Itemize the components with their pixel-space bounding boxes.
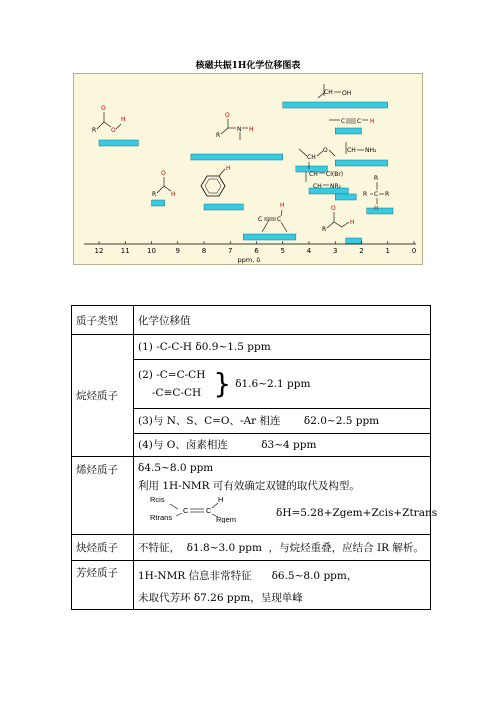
tick-label-0: 0 [411, 247, 417, 255]
shift-bar-2 [191, 154, 283, 160]
svg-text:C: C [357, 118, 362, 125]
svg-text:H: H [374, 205, 379, 212]
svg-text:C: C [374, 191, 379, 198]
shift-bar-11 [335, 194, 356, 200]
svg-text:H: H [171, 191, 176, 198]
tick-label-9: 9 [175, 247, 180, 255]
svg-text:R: R [374, 175, 379, 182]
svg-text:O: O [101, 105, 106, 112]
svg-text:O: O [161, 170, 166, 177]
svg-text:NR₂: NR₂ [330, 183, 342, 190]
ketone-structure [322, 205, 355, 233]
svg-text:H: H [249, 126, 254, 133]
svg-text:NH₂: NH₂ [365, 147, 377, 154]
ether-structure [299, 147, 335, 169]
shift-bar-6 [283, 102, 388, 108]
alkane-row-2a: (2) -C=C-CH [138, 369, 206, 381]
svg-text:C: C [258, 216, 263, 223]
alkene-type: 烯烃质子 [72, 457, 134, 535]
alcohol-structure [318, 84, 351, 98]
carboxylic-acid-structure [92, 105, 126, 134]
shift-bar-5 [243, 234, 296, 240]
shift-bar-8 [335, 160, 388, 166]
svg-text:R: R [322, 226, 327, 233]
alkane-row-1: (1) -C-C-H δ0.9~1.5 ppm [134, 335, 430, 360]
shift-bar-3 [152, 200, 165, 206]
aromatic-line-1: 1H-NMR 信息非常特征 δ6.5~8.0 ppm， [138, 570, 358, 582]
tick-label-1: 1 [385, 247, 390, 255]
tick-label-5: 5 [280, 247, 285, 255]
chart-canvas [74, 74, 424, 266]
alkene-note: 利用 1H-NMR 可有效确定双键的取代及构型。 [138, 480, 360, 492]
shift-bar-4 [204, 204, 243, 210]
shift-table [71, 305, 438, 610]
svg-text:CH: CH [313, 183, 322, 190]
svg-text:H: H [370, 118, 375, 125]
alkyne-type: 炔烃质子 [72, 535, 134, 561]
chemical-shift-chart [73, 73, 423, 265]
svg-text:CH: CH [324, 89, 333, 96]
rgem-label: Rgem [216, 515, 237, 523]
tick-label-4: 4 [306, 247, 312, 255]
svg-text:H: H [226, 165, 231, 172]
rtrans-label: Rtrans [150, 513, 173, 522]
alkane-row-2b: -C≡C-CH [152, 387, 202, 399]
shift-bar-12 [367, 208, 393, 214]
brace-icon: } [213, 367, 232, 400]
header-type: 质子类型 [72, 306, 134, 335]
alkyne-structure [329, 118, 375, 125]
svg-text:R: R [216, 132, 221, 139]
alkyne-text: 不特征， δ1.8~3.0 ppm ，与烷烃重叠，应结合 IR 解析。 [134, 535, 431, 561]
header-value: 化学位移值 [134, 306, 431, 335]
aldehyde-structure [152, 170, 176, 198]
svg-text:H: H [350, 219, 355, 226]
svg-text:O: O [331, 205, 336, 212]
svg-text:R: R [363, 191, 368, 198]
svg-text:H: H [280, 202, 285, 209]
tick-label-6: 6 [254, 247, 259, 255]
aromatic-line-2: 未取代芳环 δ7.26 ppm，呈现单峰 [138, 592, 303, 604]
rcis-label: Rcis [150, 495, 165, 504]
tick-label-3: 3 [333, 247, 338, 255]
alkene-formula: δH=5.28+Zgem+Zcis+Ztrans [276, 507, 438, 519]
tick-label-11: 11 [120, 247, 130, 255]
svg-text:C: C [341, 118, 346, 125]
svg-text:CH: CH [309, 171, 318, 178]
shift-bar-7 [335, 128, 361, 134]
svg-text:OH: OH [342, 90, 352, 97]
alkane-type: 烷烃质子 [72, 335, 134, 457]
svg-text:O: O [323, 147, 328, 154]
alkane-row-2 [134, 360, 430, 409]
alkene-substituent-diagram [138, 495, 438, 523]
tick-label-2: 2 [359, 247, 364, 255]
svg-text:O: O [225, 112, 230, 119]
axis-label: ppm, δ [237, 256, 261, 264]
alkane-row-3: (3)与 N、S、C=O、-Ar 相连 δ2.0~2.5 ppm [134, 409, 430, 434]
svg-text:N: N [237, 126, 242, 133]
carbon-2-label: C [206, 506, 212, 515]
alkene-range: δ4.5~8.0 ppm [138, 462, 214, 474]
tick-label-10: 10 [147, 247, 156, 255]
carbon-1-label: C [183, 506, 189, 515]
alkane-row-2-value: δ1.6~2.1 ppm [235, 378, 311, 390]
svg-text:O: O [111, 127, 116, 134]
amide-structure [216, 112, 254, 140]
svg-text:Cl(Br): Cl(Br) [326, 171, 344, 178]
aromatic-type: 芳烃质子 [72, 561, 134, 610]
svg-text:CH: CH [347, 147, 356, 154]
svg-text:R: R [385, 191, 390, 198]
svg-text:R: R [152, 191, 157, 198]
tick-label-7: 7 [228, 247, 233, 255]
svg-text:H: H [121, 116, 126, 123]
alkene-structure [258, 202, 287, 232]
svg-text:C: C [277, 216, 282, 223]
benzene-structure [201, 165, 231, 196]
shift-bar-1 [99, 140, 138, 146]
alkane-row-4: (4)与 O、卤素相连 δ3~4 ppm [138, 439, 317, 451]
shift-bar-13 [346, 238, 362, 244]
h-label: H [218, 495, 224, 504]
amine-structure [346, 142, 377, 154]
document-title: 核磁共振1H化学位移图表 [195, 61, 301, 71]
tick-label-12: 12 [94, 247, 104, 255]
svg-text:CH: CH [307, 154, 316, 161]
tick-label-8: 8 [201, 247, 207, 255]
svg-text:R: R [92, 127, 97, 134]
halide-structure [306, 171, 343, 190]
alkyl-structure [363, 175, 389, 212]
